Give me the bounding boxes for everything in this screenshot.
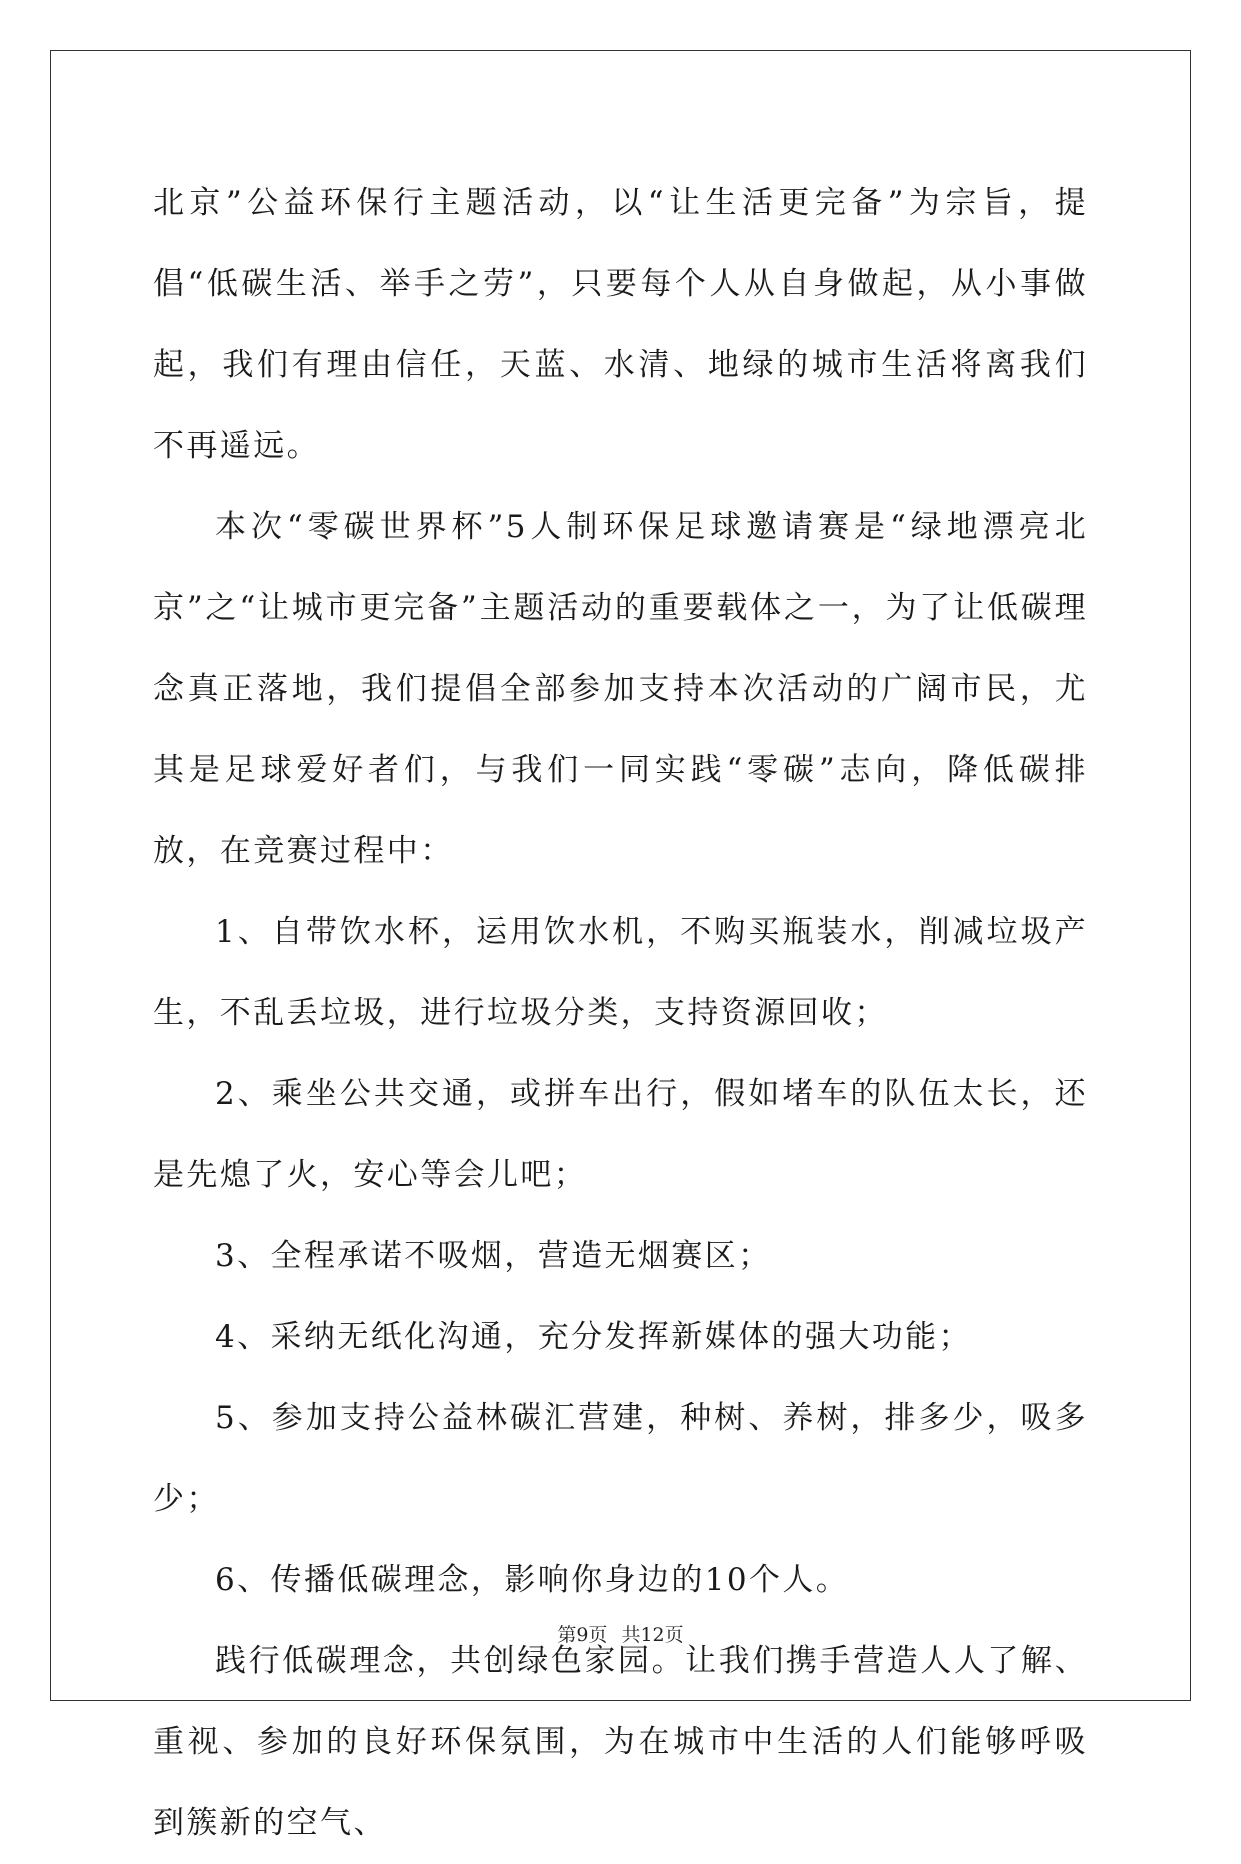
page-total: 共12页: [621, 1624, 684, 1646]
list-item: 1、自带饮水杯，运用饮水机，不购买瓶装水，削减垃圾产生，不乱丢垃圾，进行垃圾分类，支持资源回收；: [153, 914, 1088, 1031]
paragraph: 践行低碳理念，共创绿色家园。让我们携手营造人人了解、重视、参加的良好环保氛围，为在城市中生活的人们能够呼吸到簇新的空气、: [153, 1643, 1088, 1841]
list-item: 5、参加支持公益林碳汇营建，种树、养树，排多少，吸多少；: [153, 1400, 1088, 1517]
page-footer: [0, 1620, 1241, 1647]
document-body: [153, 163, 1088, 1864]
list-item: 2、乘坐公共交通，或拼车出行，假如堵车的队伍太长，还是先熄了火，安心等会儿吧；: [153, 1076, 1088, 1193]
paragraph: 北京”公益环保行主题活动，以“让生活更完备”为宗旨，提倡“低碳生活、举手之劳”，只要每个人从自身做起，从小事做起，我们有理由信任，天蓝、水清、地绿的城市生活将离我们不再遥远。: [153, 185, 1088, 464]
page-number: 第9页: [557, 1624, 608, 1646]
list-item: 3、全程承诺不吸烟，营造无烟赛区；: [215, 1238, 772, 1274]
list-item: 4、采纳无纸化沟通，充分发挥新媒体的强大功能；: [215, 1319, 972, 1355]
paragraph: 本次“零碳世界杯”5人制环保足球邀请赛是“绿地漂亮北京”之“让城市更完备”主题活动的重要载体之一，为了让低碳理念真正落地，我们提倡全部参加支持本次活动的广阔市民，尤其是足球爱好者们，与我们一同实践“零碳”志向，降低碳排放，在竞赛过程中：: [153, 509, 1088, 869]
list-item: 6、传播低碳理念，影响你身边的10个人。: [215, 1562, 850, 1598]
